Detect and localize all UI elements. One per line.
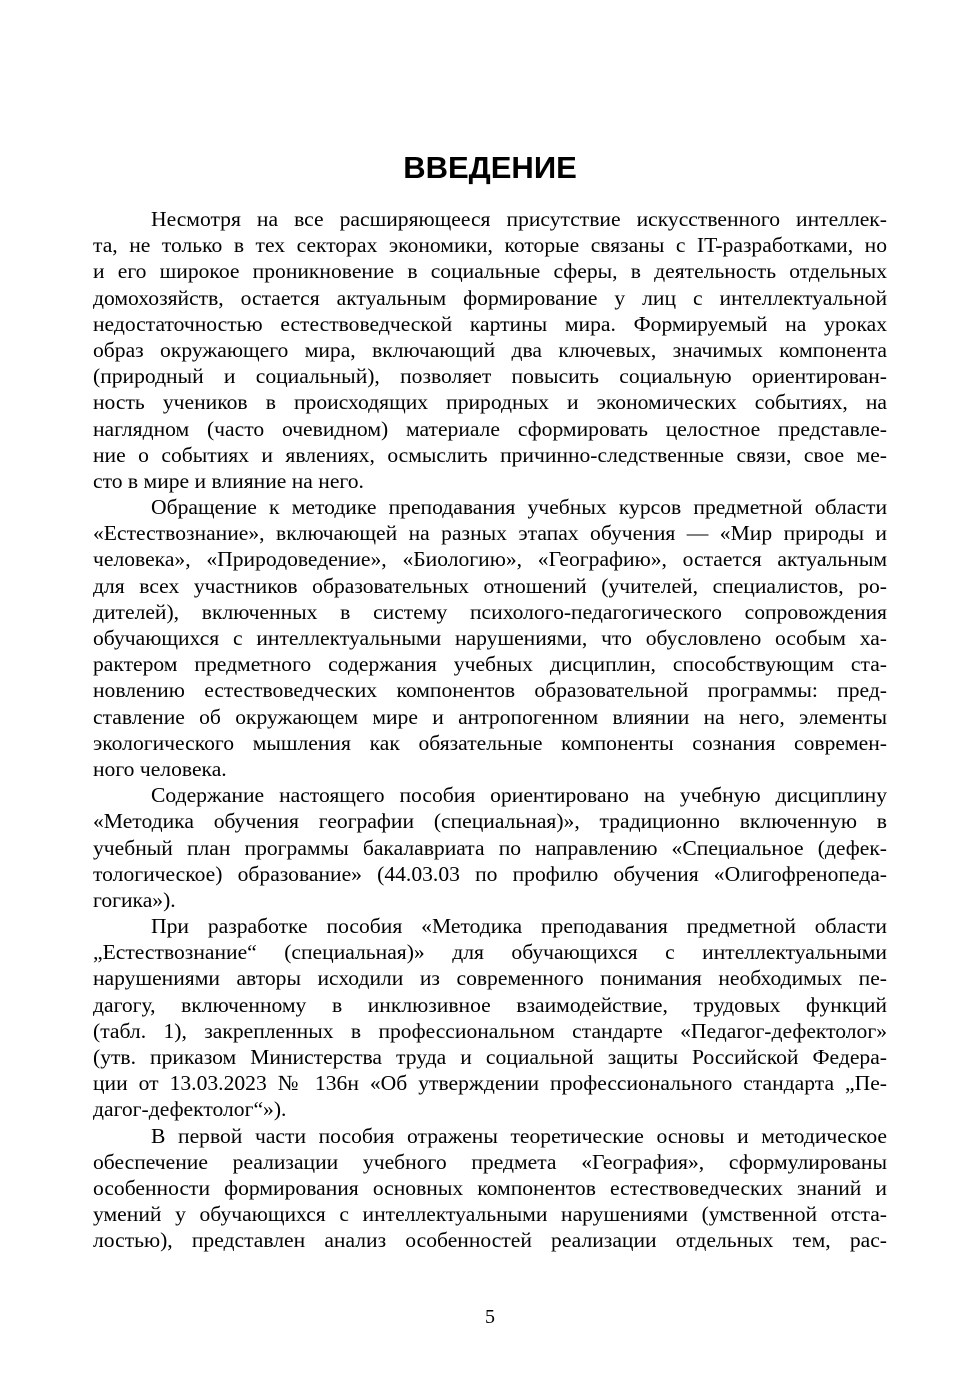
text-line: умений у обучающихся с интеллектуальными нарушениями (умственной отста-	[93, 1202, 887, 1227]
text-line: «Естествознание», включающей на разных этапах обучения — «Мир природы и	[93, 521, 887, 546]
text-line: обучающихся с интеллектуальными нарушениями, что обусловлено особым ха-	[93, 626, 887, 650]
text-line: Несмотря на все расширяющееся присутствие искусственного интеллек-	[151, 207, 887, 231]
text-line: дителей), включенных в систему психолого-педагогического сопровождения	[93, 599, 887, 624]
text-line: для всех участников образовательных отношений (учителей, специалистов, ро-	[93, 573, 887, 598]
text-line: недостаточностью естествоведческой картины мира. Формируемый на уроках	[93, 311, 887, 336]
text-line: и его широкое проникновение в социальные сферы, в деятельность отдельных	[93, 259, 887, 284]
text-line: та, не только в тех секторах экономики, которые связаны с IT-разработками, но	[93, 233, 887, 258]
text-line: дагог-дефектолог“»).	[93, 1097, 287, 1122]
text-line: ции от 13.03.2023 № 136н «Об утверждении профессионального стандарта „Пе-	[93, 1071, 887, 1096]
text-line: обеспечение реализации учебного предмета «География», сформулированы	[93, 1149, 887, 1174]
text-line: наглядном (часто очевидном) материале сформировать целостное представле-	[93, 416, 887, 441]
text-line: нарушениями авторы исходили из современного понимания необходимых пе-	[93, 966, 887, 991]
text-line: ного человека.	[93, 756, 227, 781]
page-title: ВВЕДЕНИЕ	[403, 150, 577, 185]
text-line: образ окружающего мира, включающий два ключевых, значимых компонента	[93, 337, 887, 362]
text-line: особенности формирования основных компонентов естествоведческих знаний и	[93, 1175, 887, 1200]
text-line: человека», «Природоведение», «Биологию», «Географию», остается актуальным	[93, 547, 887, 572]
text-line: (утв. приказом Министерства труда и социальной защиты Российской Федера-	[93, 1045, 887, 1069]
text-line: дагогу, включенному в инклюзивное взаимодействие, трудовых функций	[93, 992, 887, 1017]
text-line: учебный план программы бакалавриата по направлению «Специальное (дефек-	[93, 835, 887, 860]
text-line: ность учеников в происходящих природных и экономических событиях, на	[93, 390, 887, 415]
text-line: экологического мышления как обязательные компоненты сознания современ-	[93, 730, 887, 755]
text-line: рактером предметного содержания учебных дисциплин, способствующим ста-	[93, 652, 887, 677]
text-line: «Методика обучения географии (специальная)», традиционно включенную в	[93, 809, 887, 834]
text-line: Содержание настоящего пособия ориентировано на учебную дисциплину	[151, 783, 887, 808]
text-line: ние о событиях и явлениях, осмыслить причинно-следственные связи, свое ме-	[93, 442, 887, 467]
paragraph	[93, 913, 887, 1123]
text-line: (табл. 1), закрепленных в профессиональном стандарте «Педагог-дефектолог»	[93, 1018, 887, 1043]
paragraph	[93, 494, 887, 782]
text-line: В первой части пособия отражены теоретические основы и методическое	[151, 1123, 887, 1148]
text-line: гогика»).	[93, 887, 176, 912]
body-text	[93, 206, 887, 1254]
text-line: тологическое) образование» (44.03.03 по профилю обучения «Олигофренопеда-	[93, 861, 887, 886]
text-line: При разработке пособия «Методика преподавания предметной области	[151, 914, 887, 939]
paragraph	[93, 782, 887, 913]
text-line: Обращение к методике преподавания учебных курсов предметной области	[151, 495, 887, 520]
paragraph	[93, 1123, 887, 1254]
text-line: домохозяйств, остается актуальным формирование у лиц с интеллектуальной	[93, 285, 887, 310]
page-number: 5	[485, 1306, 495, 1328]
text-line: сто в мире и влияние на него.	[93, 468, 364, 493]
text-line: ставление об окружающем мире и антропогенном влиянии на него, элементы	[93, 704, 887, 729]
text-line: (природный и социальный), позволяет повысить социальную ориентирован-	[93, 364, 887, 389]
text-line: новлению естествоведческих компонентов образовательной программы: пред-	[93, 678, 887, 703]
text-line: лостью), представлен анализ особенностей реализации отдельных тем, рас-	[93, 1228, 887, 1253]
text-line: „Естествознание“ (специальная)» для обучающихся с интеллектуальными	[93, 940, 887, 965]
paragraph	[93, 206, 887, 494]
